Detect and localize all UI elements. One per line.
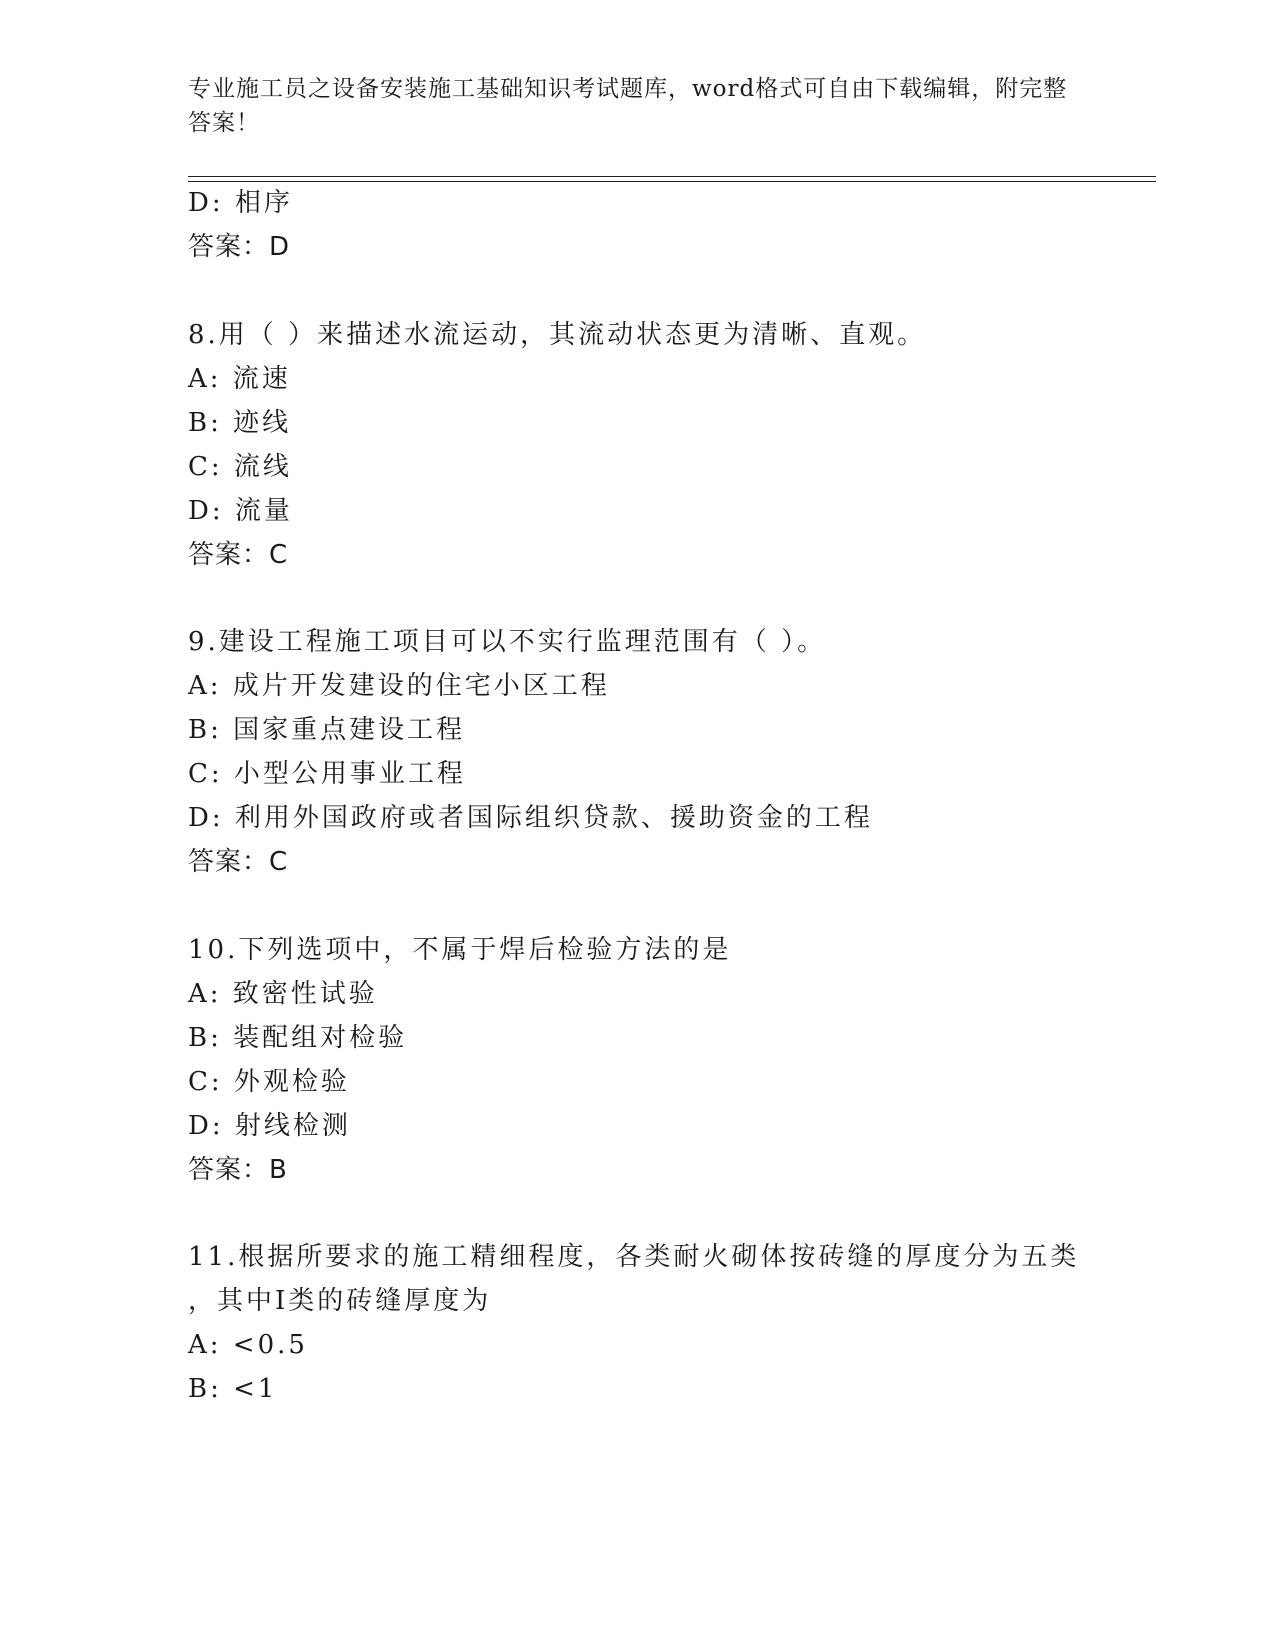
option-d: D: 相序 xyxy=(188,188,293,218)
answer-line: 答案：D xyxy=(188,232,291,262)
option-c: C: 外观检验 xyxy=(188,1067,350,1097)
question-8: 8.用（ ）来描述水流运动，其流动状态更为清晰、直观。 xyxy=(188,320,927,350)
question-10: 10.下列选项中，不属于焊后检验方法的是 xyxy=(188,935,732,965)
option-a: A: 流速 xyxy=(188,364,291,394)
header-divider-bottom xyxy=(188,181,1156,182)
question-11: 11.根据所要求的施工精细程度，各类耐火砌体按砖缝的厚度分为五类 xyxy=(188,1242,1080,1272)
option-b: B: 迹线 xyxy=(188,408,292,438)
option-d: D: 射线检测 xyxy=(188,1111,351,1141)
option-c: C: 流线 xyxy=(188,452,292,482)
option-d: D: 流量 xyxy=(188,496,293,526)
option-a: A: 致密性试验 xyxy=(188,979,378,1009)
header-divider-top xyxy=(188,176,1156,177)
document-header: 专业施工员之设备安装施工基础知识考试题库，word格式可自由下载编辑，附完整答案！ xyxy=(188,76,1068,136)
question-9: 9.建设工程施工项目可以不实行监理范围有（ ）。 xyxy=(188,627,827,657)
option-a: A: 成片开发建设的住宅小区工程 xyxy=(188,671,610,701)
answer-line: 答案：C xyxy=(188,540,289,570)
option-a: A: <0.5 xyxy=(188,1330,308,1360)
option-b: B: <1 xyxy=(188,1374,278,1404)
answer-line: 答案：B xyxy=(188,1155,288,1185)
answer-line: 答案：C xyxy=(188,847,289,877)
option-d: D: 利用外国政府或者国际组织贷款、援助资金的工程 xyxy=(188,803,873,833)
question-11-continued: ，其中Ⅰ类的砖缝厚度为 xyxy=(188,1286,492,1316)
option-b: B: 国家重点建设工程 xyxy=(188,715,466,745)
option-c: C: 小型公用事业工程 xyxy=(188,759,466,789)
option-b: B: 装配组对检验 xyxy=(188,1023,408,1053)
